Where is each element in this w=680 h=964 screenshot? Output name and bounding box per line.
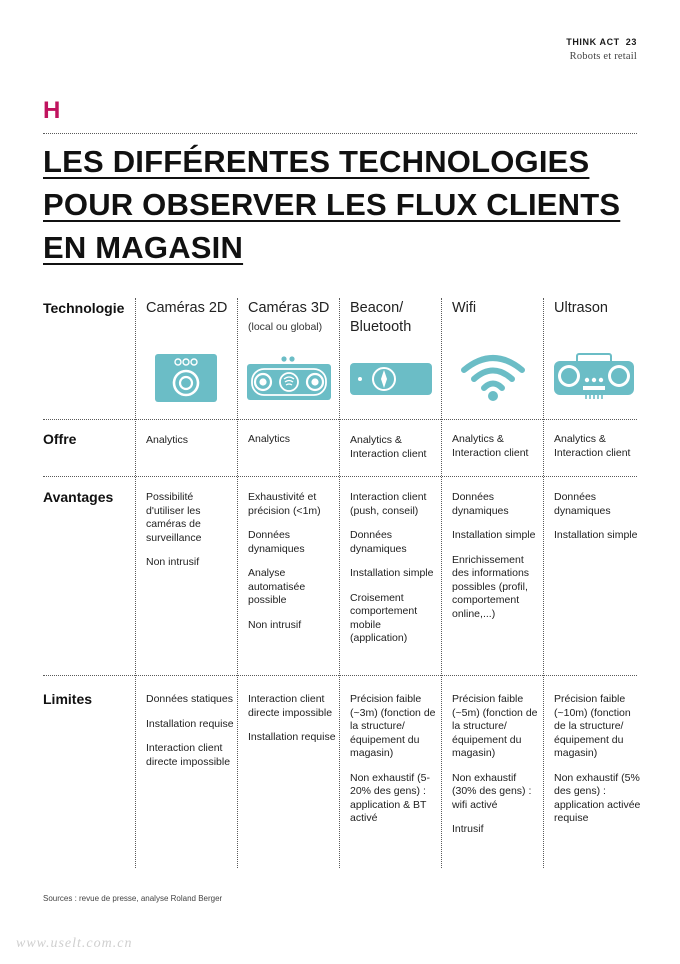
column-header-ultrason xyxy=(554,299,642,318)
cell-text: Analytics xyxy=(248,433,291,445)
cell-avantages-ultrason xyxy=(554,491,642,554)
column-divider xyxy=(237,298,238,868)
cell-text: Analytics & Interaction client xyxy=(350,434,427,460)
cell-text: Précision faible (~3m) (fonction de la structure/ équipement du magasin) xyxy=(350,693,436,759)
cell-offre-ultrason xyxy=(554,433,642,471)
column-name: Caméras 3D xyxy=(248,300,330,316)
cell-limites-cameras-3d xyxy=(248,693,336,756)
cell-text: Analytics & Interaction client xyxy=(554,433,631,459)
row-label-offre: Offre xyxy=(43,431,77,447)
brand-name: THINK ACT xyxy=(566,37,620,47)
cell-text: Installation requise xyxy=(248,731,336,743)
section-letter: H xyxy=(43,97,61,124)
column-divider xyxy=(441,298,442,868)
cell-text: Intrusif xyxy=(452,823,484,835)
cell-offre-beacon xyxy=(350,434,438,472)
column-name: Caméras 2D xyxy=(146,300,228,316)
row-divider xyxy=(43,476,637,477)
column-header-beacon xyxy=(350,299,438,337)
watermark: www.uselt.com.cn xyxy=(16,936,133,951)
camera-3d-icon xyxy=(246,354,332,402)
column-header-cameras-2d xyxy=(146,299,234,318)
beacon-icon xyxy=(350,363,432,395)
cell-text: Analyse automatisée possible xyxy=(248,567,306,606)
cell-offre-cameras-3d xyxy=(248,433,336,458)
column-divider xyxy=(339,298,340,868)
page-title xyxy=(43,140,643,269)
wifi-icon xyxy=(460,352,526,402)
header-subtitle: Robots et retail xyxy=(569,51,637,62)
column-name: Beacon/ Bluetooth xyxy=(350,300,412,335)
header-brand xyxy=(566,37,637,47)
row-divider xyxy=(43,675,637,676)
cell-text: Non exhaustif (5% des gens) : application activée requise xyxy=(554,771,641,824)
cell-avantages-cameras-3d xyxy=(248,491,336,643)
cell-limites-ultrason xyxy=(554,693,642,837)
camera-2d-icon xyxy=(155,354,217,402)
column-name: Ultrason xyxy=(554,300,608,316)
cell-text: Croisement comportement mobile (application) xyxy=(350,591,418,644)
title-line: EN MAGASIN xyxy=(43,230,244,265)
cell-text: Analytics xyxy=(146,434,189,446)
cell-text: Exhaustivité et précision (<1m) xyxy=(248,491,321,517)
column-name: Wifi xyxy=(452,300,477,316)
cell-text: Précision faible (~5m) (fonction de la structure/ équipement du magasin) xyxy=(452,693,538,759)
column-header-wifi xyxy=(452,299,540,318)
cell-text: Installation simple xyxy=(452,529,536,541)
cell-limites-beacon xyxy=(350,693,438,837)
cell-text: Interaction client directe impossible xyxy=(146,742,231,768)
row-divider xyxy=(43,419,637,420)
cell-avantages-cameras-2d xyxy=(146,491,234,581)
cell-avantages-wifi xyxy=(452,491,540,632)
cell-offre-wifi xyxy=(452,433,540,471)
cell-text: Enrichissement des informations possibles (profil, comportement online,...) xyxy=(452,553,530,620)
cell-text: Données dynamiques xyxy=(350,529,407,555)
cell-text: Non exhaustif (5-20% des gens) : application & BT activé xyxy=(350,771,430,824)
cell-limites-wifi xyxy=(452,693,540,848)
cell-text: Interaction client directe impossible xyxy=(248,693,333,719)
column-divider xyxy=(135,298,136,868)
cell-text: Non intrusif xyxy=(146,556,200,568)
title-line: POUR OBSERVER LES FLUX CLIENTS xyxy=(43,187,621,222)
cell-avantages-beacon xyxy=(350,491,438,657)
page-number: 23 xyxy=(625,37,637,47)
cell-offre-cameras-2d xyxy=(146,434,234,459)
column-header-cameras-3d xyxy=(248,299,338,334)
column-note: (local ou global) xyxy=(248,321,323,333)
cell-text: Précision faible (~10m) (fonction de la structure/ équipement du magasin) xyxy=(554,693,631,759)
cell-text: Installation simple xyxy=(350,567,434,579)
cell-text: Données dynamiques xyxy=(248,529,305,555)
ultrasound-icon xyxy=(553,352,635,404)
row-label-limites: Limites xyxy=(43,691,93,707)
row-label-avantages: Avantages xyxy=(43,489,114,505)
cell-text: Possibilité d'utiliser les caméras de surveillance xyxy=(146,491,202,544)
sources-footnote: Sources : revue de presse, analyse Roland Berger xyxy=(43,894,223,903)
cell-text: Données dynamiques xyxy=(452,491,509,517)
title-line: LES DIFFÉRENTES TECHNOLOGIES xyxy=(43,144,590,179)
cell-text: Non intrusif xyxy=(248,618,302,631)
cell-text: Analytics & Interaction client xyxy=(452,433,529,459)
cell-limites-cameras-2d xyxy=(146,693,234,780)
cell-text: Installation simple xyxy=(554,529,638,541)
cell-text: Installation requise xyxy=(146,717,234,730)
cell-text: Non exhaustif (30% des gens) : wifi activé xyxy=(452,771,532,811)
column-divider xyxy=(543,298,544,868)
header-row-label: Technologie xyxy=(43,300,125,316)
cell-text: Interaction client (push, conseil) xyxy=(350,491,427,517)
title-divider xyxy=(43,133,637,134)
cell-text: Données dynamiques xyxy=(554,491,611,517)
cell-text: Données statiques xyxy=(146,693,233,705)
